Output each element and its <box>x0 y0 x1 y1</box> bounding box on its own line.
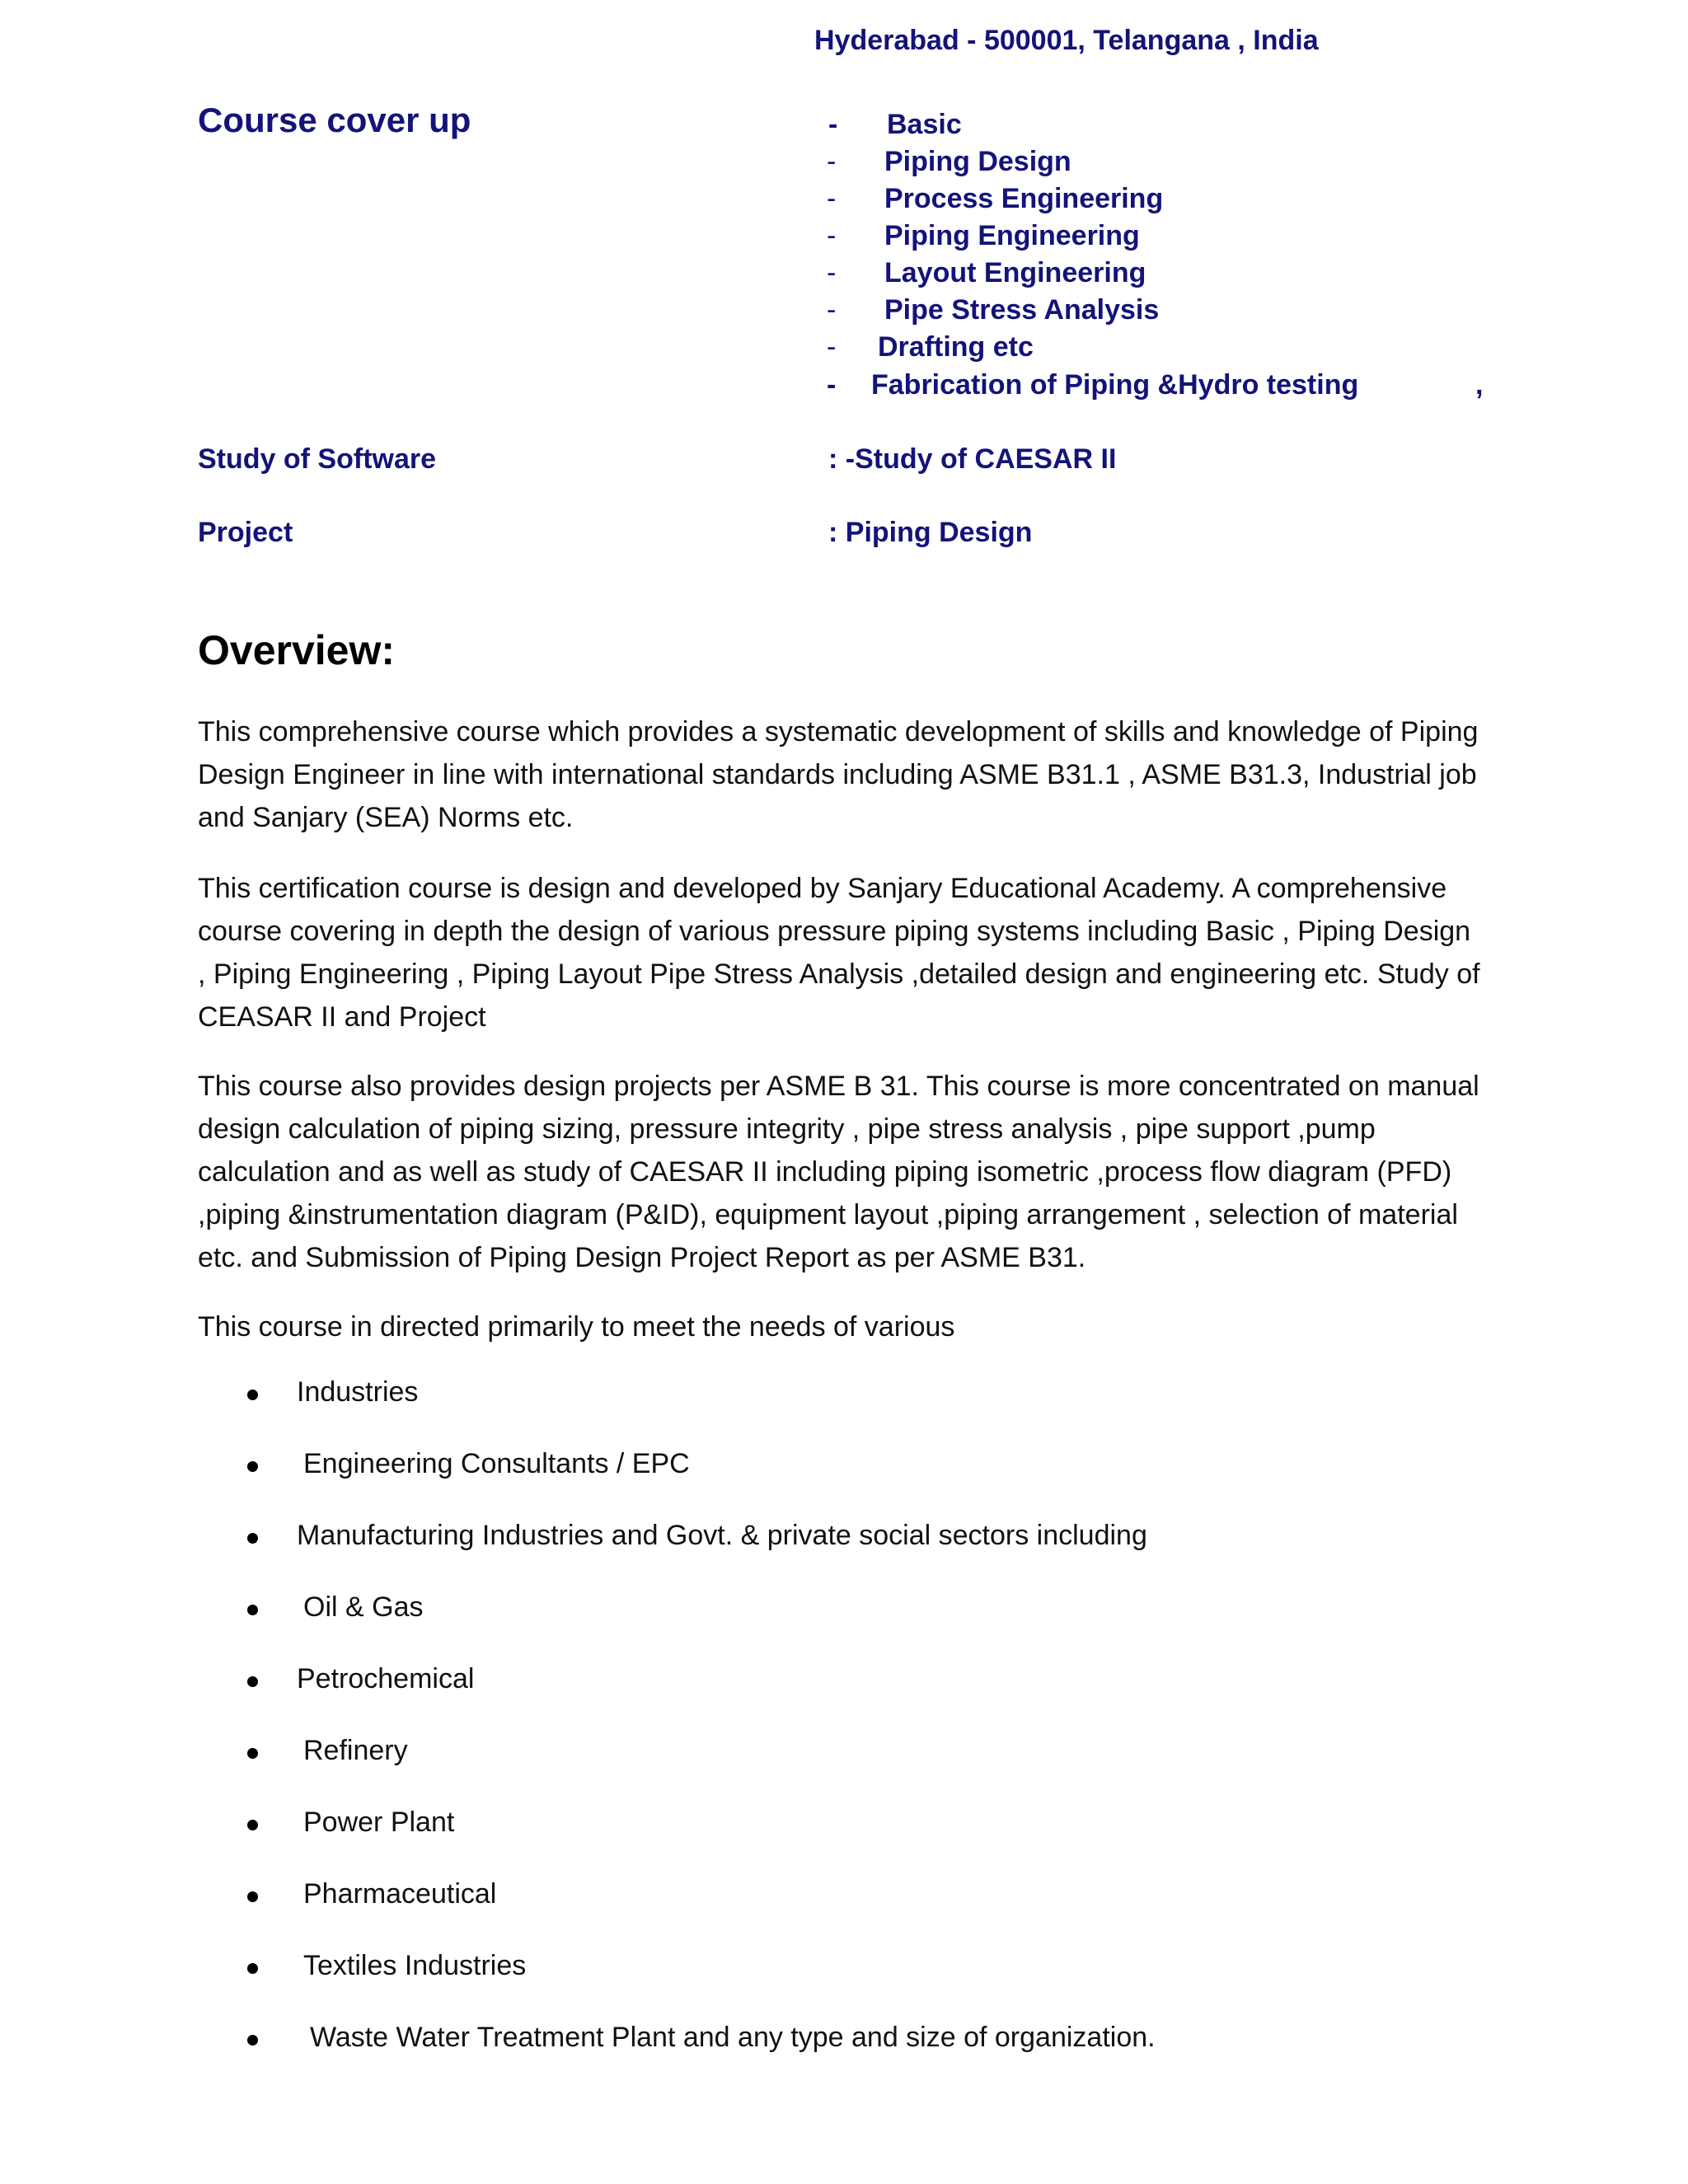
overview-paragraph: This course in directed primarily to meet the needs of various <box>198 1311 955 1343</box>
sector-label: Textiles Industries <box>303 1950 527 1981</box>
sector-label: Refinery <box>303 1735 408 1766</box>
dash-marker: - <box>827 146 837 177</box>
bullet-icon <box>247 1605 258 1615</box>
software-value: : -Study of CAESAR II <box>828 443 1117 475</box>
bullet-icon <box>247 1390 258 1400</box>
course-topic-label: Piping Design <box>884 146 1071 177</box>
sector-label: Engineering Consultants / EPC <box>303 1448 690 1479</box>
dash-marker: - <box>827 294 837 326</box>
overview-paragraph: This comprehensive course which provides a systematic development of skills and knowledge of Piping Design Engineer in line with international standards including ASME B31.1 , ASME B31.3, Industrial job and Sanjary (SEA) Norms etc. <box>198 716 1479 833</box>
bullet-icon <box>247 1963 258 1974</box>
software-label: Study of Software <box>198 443 437 475</box>
sector-label: Power Plant <box>303 1807 455 1838</box>
course-topic-label: Pipe Stress Analysis <box>884 294 1160 326</box>
sector-label: Manufacturing Industries and Govt. & private social sectors including <box>297 1520 1147 1551</box>
dash-marker: - <box>827 220 837 251</box>
course-cover-title: Course cover up <box>198 101 471 139</box>
course-topic-label: Process Engineering <box>884 183 1164 214</box>
project-label: Project <box>198 517 293 548</box>
overview-heading: Overview: <box>198 627 396 673</box>
bullet-icon <box>247 1820 258 1830</box>
trailing-comma: , <box>1475 369 1484 401</box>
dash-marker: - <box>827 369 837 401</box>
overview-paragraph: This course also provides design projects per ASME B 31. This course is more concentrated on manual design calculation of piping sizing, pressure integrity , pipe stress analysis , pipe support ,pump calculation and as well as study of CAESAR II including piping isometric ,process flow diagram (PFD) ,piping &instrumentation diagram (P&ID), equipment layout ,piping arrangement , selection of material etc. and Submission of Piping Design Project Report as per ASME B31. <box>198 1071 1479 1273</box>
dash-marker: - <box>827 331 837 363</box>
dash-marker: - <box>827 257 837 288</box>
course-topic-label: Layout Engineering <box>884 257 1146 288</box>
bullet-icon <box>247 2035 258 2046</box>
sector-label: Pharmaceutical <box>303 1878 497 1910</box>
bullet-icon <box>247 1748 258 1759</box>
address-line: Hyderabad - 500001, Telangana , India <box>814 25 1319 56</box>
bullet-icon <box>247 1461 258 1472</box>
course-topic-label: Fabrication of Piping &Hydro testing <box>871 369 1359 401</box>
sector-label: Oil & Gas <box>303 1591 424 1623</box>
project-value: : Piping Design <box>828 517 1033 548</box>
course-topic-label: Basic <box>887 109 962 140</box>
bullet-icon <box>247 1533 258 1544</box>
sector-label: Industries <box>297 1376 419 1408</box>
course-topic-label: Drafting etc <box>878 331 1034 363</box>
bullet-icon <box>247 1891 258 1902</box>
overview-paragraph: This certification course is design and developed by Sanjary Educational Academy. A comprehensive course covering in depth the design of various pressure piping systems including Basic , Piping Design , Piping Engineering , Piping Layout Pipe Stress Analysis ,detailed design and engineering etc. Study of CEASAR II and Project <box>198 873 1480 1033</box>
dash-marker: - <box>827 183 837 214</box>
sector-label: Waste Water Treatment Plant and any type and size of organization. <box>310 2022 1156 2053</box>
course-topic-label: Piping Engineering <box>884 220 1140 251</box>
dash-marker: - <box>828 109 838 140</box>
bullet-icon <box>247 1676 258 1687</box>
sector-label: Petrochemical <box>297 1663 475 1694</box>
